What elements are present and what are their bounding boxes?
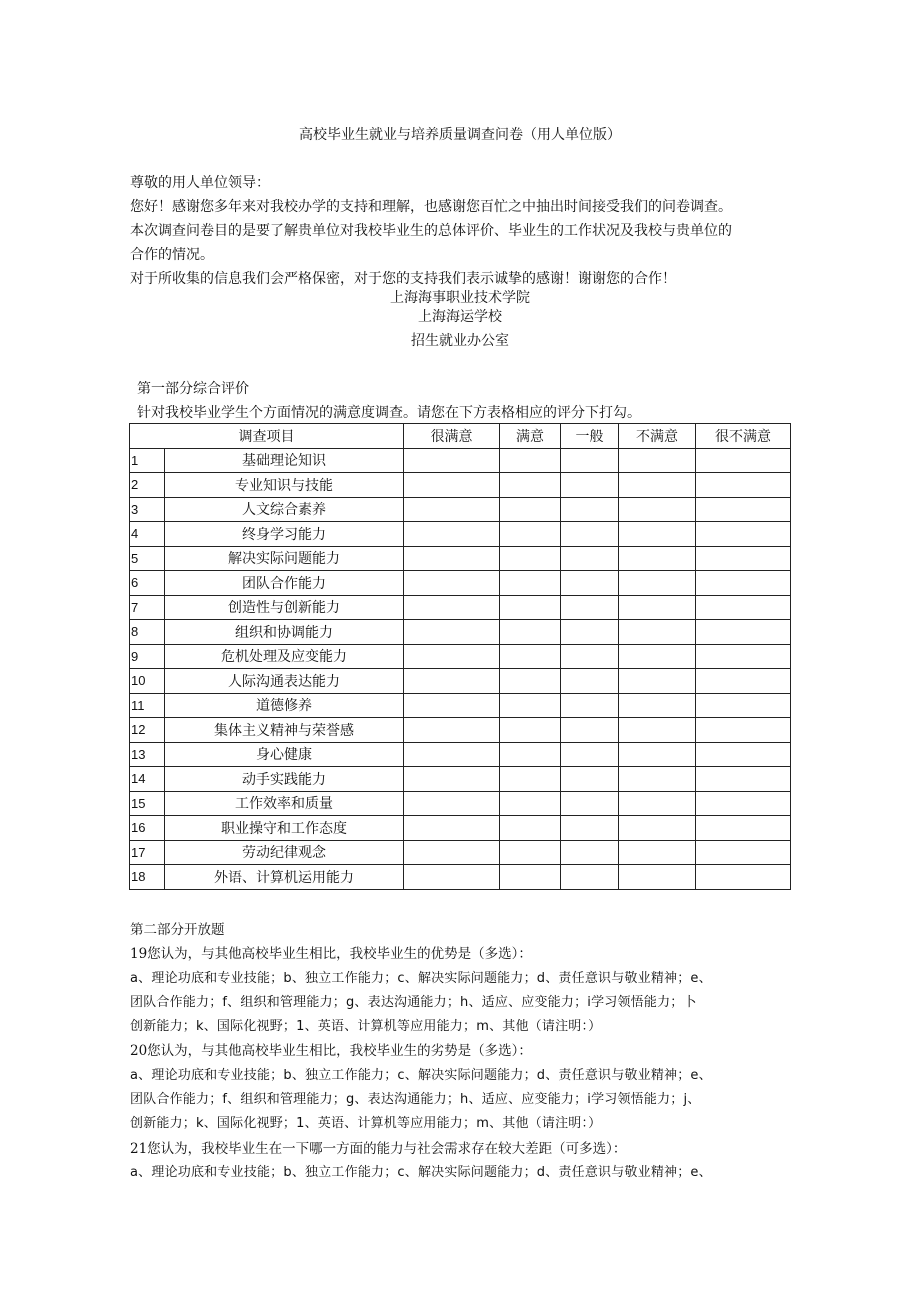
survey-item: 职业操守和工作态度 [165, 816, 404, 841]
table-row [130, 767, 791, 792]
satisfaction-table [129, 423, 791, 890]
signature-school2: 上海海运学校 [418, 309, 502, 325]
rating-cell[interactable] [696, 571, 791, 596]
rating-cell[interactable] [619, 816, 696, 841]
table-row [130, 497, 791, 522]
rating-cell[interactable] [696, 644, 791, 669]
rating-cell[interactable] [561, 620, 619, 645]
table-row [130, 742, 791, 767]
question-19: 19您认为，与其他高校毕业生相比，我校毕业生的优势是（多选）： [130, 946, 532, 963]
rating-cell[interactable] [696, 522, 791, 547]
table-row [130, 546, 791, 571]
rating-cell[interactable] [500, 669, 561, 694]
rating-cell[interactable] [500, 620, 561, 645]
row-number: 3 [130, 497, 165, 522]
part2-section [130, 918, 810, 1185]
rating-cell[interactable] [500, 718, 561, 743]
survey-item: 道德修养 [165, 693, 404, 718]
rating-cell[interactable] [619, 473, 696, 498]
survey-item: 危机处理及应变能力 [165, 644, 404, 669]
part1-heading: 第一部分综合评价 [137, 381, 249, 397]
survey-item: 专业知识与技能 [165, 473, 404, 498]
rating-cell[interactable] [404, 448, 500, 473]
rating-cell[interactable] [500, 473, 561, 498]
rating-cell[interactable] [561, 791, 619, 816]
table-row [130, 473, 791, 498]
rating-cell[interactable] [404, 742, 500, 767]
salutation: 尊敬的用人单位领导： [130, 175, 270, 191]
row-number: 4 [130, 522, 165, 547]
rating-cell[interactable] [404, 865, 500, 890]
row-number: 10 [130, 669, 165, 694]
rating-cell[interactable] [561, 840, 619, 865]
rating-cell[interactable] [404, 473, 500, 498]
survey-item: 人文综合素养 [165, 497, 404, 522]
rating-cell[interactable] [404, 840, 500, 865]
rating-cell[interactable] [696, 767, 791, 792]
rating-cell[interactable] [619, 620, 696, 645]
rating-cell[interactable] [404, 718, 500, 743]
rating-cell[interactable] [619, 522, 696, 547]
survey-item: 身心健康 [165, 742, 404, 767]
rating-cell[interactable] [404, 791, 500, 816]
table-row [130, 791, 791, 816]
rating-cell[interactable] [500, 840, 561, 865]
rating-cell[interactable] [500, 571, 561, 596]
rating-cell[interactable] [619, 448, 696, 473]
rating-cell[interactable] [500, 791, 561, 816]
intro-line: 您好！感谢您多年来对我校办学的支持和理解，也感谢您百忙之中抽出时间接受我们的问卷调查。 [130, 199, 732, 215]
table-row [130, 669, 791, 694]
rating-cell[interactable] [500, 742, 561, 767]
rating-cell[interactable] [500, 693, 561, 718]
rating-cell[interactable] [696, 473, 791, 498]
rating-cell[interactable] [696, 546, 791, 571]
table-row [130, 816, 791, 841]
survey-item: 解决实际问题能力 [165, 546, 404, 571]
part2-heading: 第二部分开放题 [130, 922, 225, 938]
rating-cell[interactable] [404, 595, 500, 620]
rating-cell[interactable] [500, 497, 561, 522]
question-20-options: 创新能力；k、国际化视野；1、英语、计算机等应用能力；m、其他（请注明：） [130, 1116, 602, 1132]
question-19-options: 创新能力；k、国际化视野；1、英语、计算机等应用能力；m、其他（请注明：） [130, 1019, 602, 1035]
survey-item: 动手实践能力 [165, 767, 404, 792]
column-header: 很不满意 [696, 424, 791, 449]
row-number: 5 [130, 546, 165, 571]
question-20: 20您认为，与其他高校毕业生相比，我校毕业生的劣势是（多选）： [130, 1043, 532, 1060]
column-header: 一般 [561, 424, 619, 449]
rating-cell[interactable] [404, 644, 500, 669]
signature-school1: 上海海事职业技术学院 [390, 290, 530, 306]
table-row [130, 448, 791, 473]
table-row [130, 644, 791, 669]
document-title: 高校毕业生就业与培养质量调查问卷（用人单位版） [299, 127, 621, 143]
survey-item: 终身学习能力 [165, 522, 404, 547]
rating-cell[interactable] [561, 669, 619, 694]
column-header: 调查项目 [130, 424, 404, 449]
intro-line: 对于所收集的信息我们会严格保密，对于您的支持我们表示诚挚的感谢！谢谢您的合作！ [130, 271, 676, 287]
rating-cell[interactable] [561, 497, 619, 522]
rating-cell[interactable] [696, 742, 791, 767]
table-row [130, 522, 791, 547]
rating-cell[interactable] [619, 571, 696, 596]
rating-cell[interactable] [561, 718, 619, 743]
rating-cell[interactable] [404, 546, 500, 571]
rating-cell[interactable] [561, 473, 619, 498]
rating-cell[interactable] [500, 865, 561, 890]
table-header-row [130, 424, 791, 449]
rating-cell[interactable] [561, 693, 619, 718]
rating-cell[interactable] [619, 546, 696, 571]
rating-cell[interactable] [404, 767, 500, 792]
survey-item: 集体主义精神与荣誉感 [165, 718, 404, 743]
rating-cell[interactable] [500, 644, 561, 669]
row-number: 8 [130, 620, 165, 645]
table-row [130, 595, 791, 620]
rating-cell[interactable] [619, 644, 696, 669]
column-header: 不满意 [619, 424, 696, 449]
survey-item: 团队合作能力 [165, 571, 404, 596]
intro-line: 本次调查问卷目的是要了解贵单位对我校毕业生的总体评价、毕业生的工作状况及我校与贵单位的 [130, 223, 732, 239]
row-number: 14 [130, 767, 165, 792]
rating-cell[interactable] [696, 620, 791, 645]
survey-item: 劳动纪律观念 [165, 840, 404, 865]
table-row [130, 693, 791, 718]
rating-cell[interactable] [696, 497, 791, 522]
rating-cell[interactable] [500, 595, 561, 620]
row-number: 13 [130, 742, 165, 767]
rating-cell[interactable] [619, 497, 696, 522]
rating-cell[interactable] [404, 816, 500, 841]
survey-item: 组织和协调能力 [165, 620, 404, 645]
question-19-options: a、理论功底和专业技能；b、独立工作能力；c、解决实际问题能力；d、责任意识与敬业精神；e、 [130, 970, 712, 986]
rating-cell[interactable] [619, 669, 696, 694]
rating-cell[interactable] [696, 669, 791, 694]
rating-cell[interactable] [500, 522, 561, 547]
rating-cell[interactable] [696, 816, 791, 841]
row-number: 7 [130, 595, 165, 620]
row-number: 17 [130, 840, 165, 865]
survey-item: 外语、计算机运用能力 [165, 865, 404, 890]
rating-cell[interactable] [696, 448, 791, 473]
rating-cell[interactable] [619, 791, 696, 816]
table-row [130, 620, 791, 645]
question-21-options: a、理论功底和专业技能；b、独立工作能力；c、解决实际问题能力；d、责任意识与敬业精神；e、 [130, 1164, 712, 1180]
signature-office: 招生就业办公室 [411, 333, 509, 349]
rating-cell[interactable] [561, 571, 619, 596]
intro-line: 合作的情况。 [130, 247, 214, 263]
table-row [130, 865, 791, 890]
table-row [130, 571, 791, 596]
row-number: 15 [130, 791, 165, 816]
survey-item: 工作效率和质量 [165, 791, 404, 816]
question-21: 21您认为，我校毕业生在一下哪一方面的能力与社会需求存在较大差距（可多选）： [130, 1140, 627, 1157]
rating-cell[interactable] [500, 816, 561, 841]
rating-cell[interactable] [561, 448, 619, 473]
rating-cell[interactable] [500, 767, 561, 792]
rating-cell[interactable] [404, 571, 500, 596]
rating-cell[interactable] [561, 546, 619, 571]
row-number: 2 [130, 473, 165, 498]
intro-letter [130, 171, 810, 291]
rating-cell[interactable] [561, 742, 619, 767]
rating-cell[interactable] [404, 669, 500, 694]
rating-cell[interactable] [561, 644, 619, 669]
rating-cell[interactable] [561, 865, 619, 890]
row-number: 6 [130, 571, 165, 596]
rating-cell[interactable] [561, 595, 619, 620]
column-header: 很满意 [404, 424, 500, 449]
rating-cell[interactable] [696, 693, 791, 718]
row-number: 11 [130, 693, 165, 718]
survey-item: 人际沟通表达能力 [165, 669, 404, 694]
rating-cell[interactable] [696, 718, 791, 743]
rating-cell[interactable] [500, 448, 561, 473]
rating-cell[interactable] [619, 840, 696, 865]
rating-cell[interactable] [696, 595, 791, 620]
rating-cell[interactable] [619, 767, 696, 792]
row-number: 12 [130, 718, 165, 743]
row-number: 18 [130, 865, 165, 890]
rating-cell[interactable] [404, 620, 500, 645]
table-row [130, 718, 791, 743]
question-19-options: 团队合作能力；f、组织和管理能力；g、表达沟通能力；h、适应、应变能力；i学习领悟能力；卜 [130, 994, 697, 1010]
row-number: 16 [130, 816, 165, 841]
rating-cell[interactable] [696, 791, 791, 816]
column-header: 满意 [500, 424, 561, 449]
question-20-options: 团队合作能力；f、组织和管理能力；g、表达沟通能力；h、适应、应变能力；i学习领悟能力；j、 [130, 1092, 701, 1108]
rating-cell[interactable] [561, 816, 619, 841]
row-number: 9 [130, 644, 165, 669]
survey-item: 基础理论知识 [165, 448, 404, 473]
rating-cell[interactable] [619, 693, 696, 718]
rating-cell[interactable] [619, 742, 696, 767]
row-number: 1 [130, 448, 165, 473]
question-20-options: a、理论功底和专业技能；b、独立工作能力；c、解决实际问题能力；d、责任意识与敬业精神；e、 [130, 1067, 712, 1083]
rating-cell[interactable] [561, 767, 619, 792]
rating-cell[interactable] [404, 522, 500, 547]
survey-item: 创造性与创新能力 [165, 595, 404, 620]
rating-cell[interactable] [619, 865, 696, 890]
rating-cell[interactable] [404, 497, 500, 522]
rating-cell[interactable] [561, 522, 619, 547]
rating-cell[interactable] [500, 546, 561, 571]
rating-cell[interactable] [619, 718, 696, 743]
rating-cell[interactable] [619, 595, 696, 620]
rating-cell[interactable] [696, 840, 791, 865]
part1-description: 针对我校毕业学生个方面情况的满意度调查。请您在下方表格相应的评分下打勾。 [137, 405, 641, 421]
rating-cell[interactable] [404, 693, 500, 718]
rating-cell[interactable] [696, 865, 791, 890]
table-row [130, 840, 791, 865]
